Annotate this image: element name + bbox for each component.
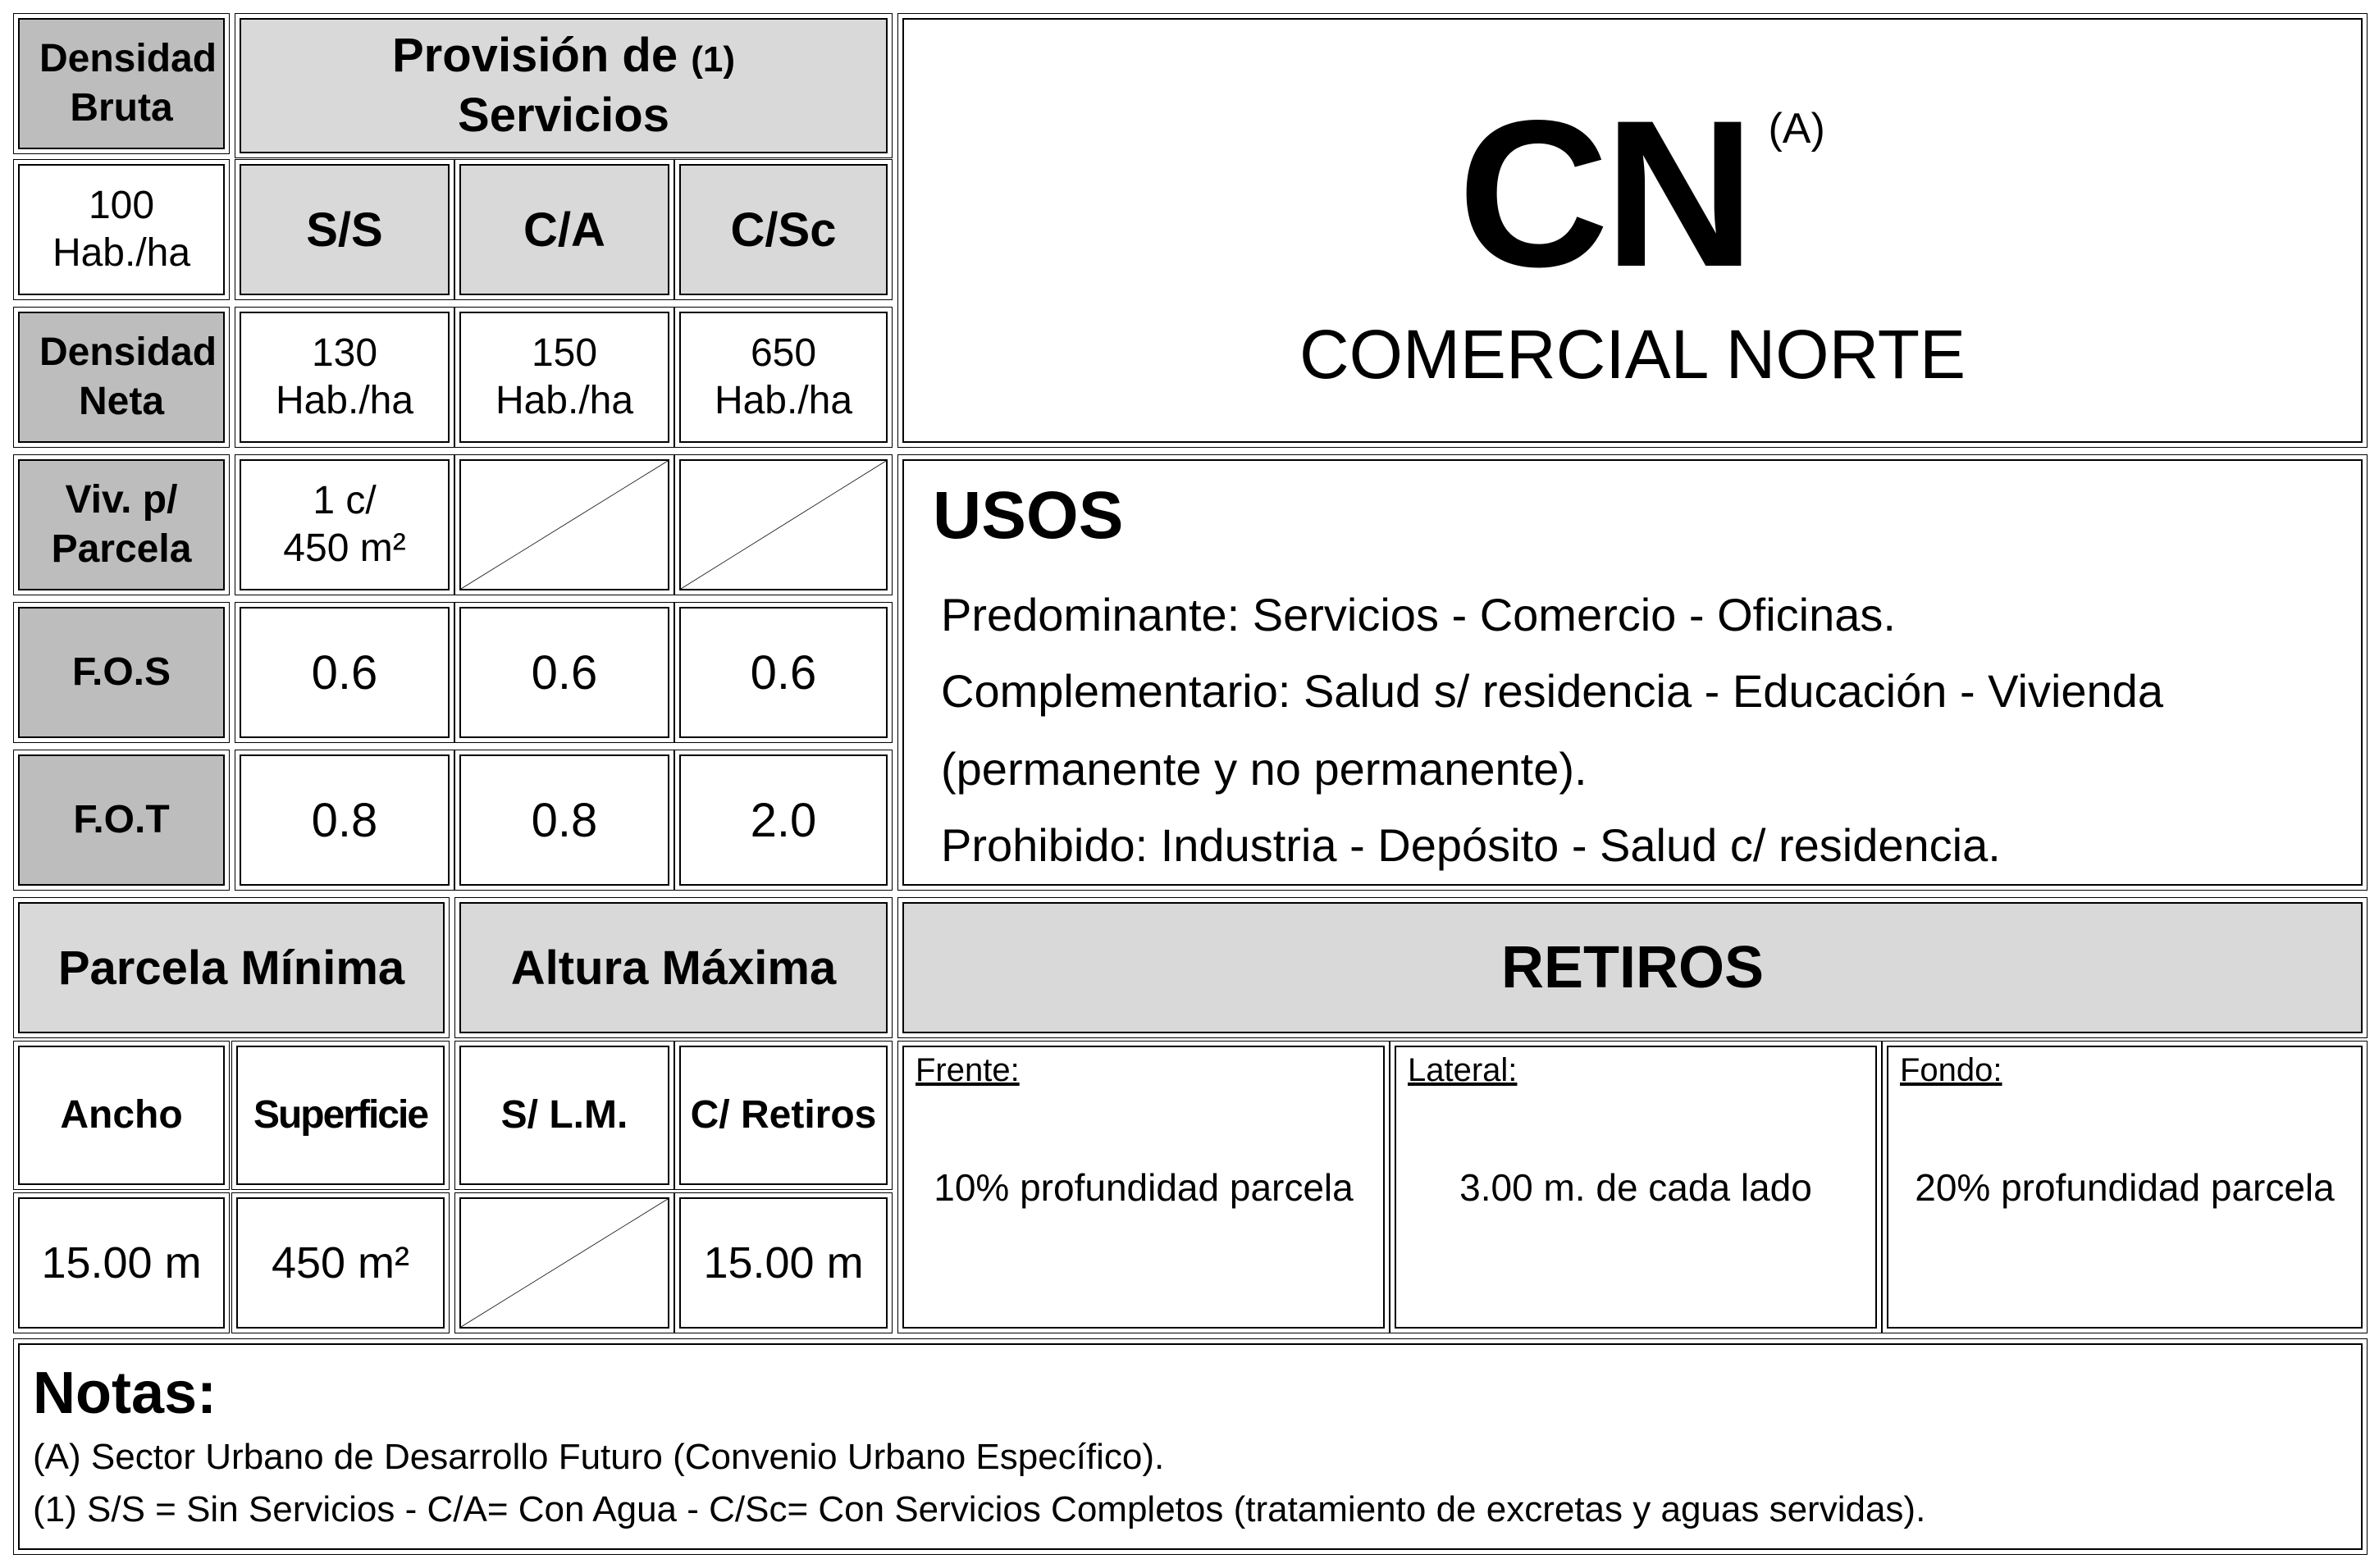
densidad-neta-value: 150 Hab./ha [495, 331, 634, 422]
diagonal-slash [461, 1199, 668, 1327]
densidad-bruta-value: 100 Hab./ha [52, 184, 191, 275]
superficie-value: 450 m² [271, 1238, 410, 1288]
fot-ss [240, 754, 450, 886]
usos-complementario: Complementario: Salud s/ residencia - Educación - Vivienda [941, 665, 2163, 717]
zone-title-panel [902, 18, 2363, 443]
ancho-value-cell [18, 1197, 225, 1329]
zone-code [904, 77, 2361, 311]
usos-complementario-cont: (permanente y no permanente). [941, 743, 1587, 795]
parcela-minima-title: Parcela Mínima [57, 941, 405, 995]
densidad-neta-ca [459, 312, 669, 443]
densidad-bruta-label: Densidad Bruta [39, 37, 217, 130]
retiros-title: RETIROS [1500, 935, 1765, 1001]
diagonal-slash [461, 461, 668, 589]
service-type-csc [679, 164, 888, 295]
altura-maxima-header [459, 902, 888, 1033]
ancho-value: 15.00 m [41, 1238, 202, 1288]
densidad-neta-csc [679, 312, 888, 443]
densidad-neta-label-cell [18, 312, 225, 443]
cretiros-label: C/ Retiros [690, 1093, 877, 1137]
fot-label-cell [18, 754, 225, 886]
retiro-frente [902, 1046, 1385, 1329]
altura-maxima-title: Altura Máxima [510, 941, 837, 995]
fos-value: 0.6 [531, 645, 598, 700]
fot-value: 0.8 [311, 793, 378, 847]
fot-label: F.O.T [73, 798, 170, 841]
service-type-label: C/Sc [730, 203, 837, 257]
service-type-ss [240, 164, 450, 295]
parcela-minima-header [18, 902, 445, 1033]
zone-code-text: CN [1458, 77, 1751, 311]
fot-value: 2.0 [750, 793, 817, 847]
densidad-neta-label: Densidad Neta [39, 330, 217, 423]
viv-parcela-value: 1 c/ 450 m² [283, 479, 406, 570]
viv-parcela-label-cell [18, 459, 225, 590]
provision-title-2: Servicios [458, 88, 669, 142]
viv-parcela-label: Viv. p/ Parcela [51, 478, 192, 571]
nota-a: (A) Sector Urbano de Desarrollo Futuro (Convenio Urbano Específico). [33, 1437, 1165, 1477]
retiro-fondo-label: Fondo: [1900, 1052, 2002, 1088]
provision-note: (1) [691, 39, 735, 80]
cretiros-label-cell [679, 1046, 888, 1185]
ancho-label-cell [18, 1046, 225, 1185]
retiro-fondo [1887, 1046, 2363, 1329]
viv-parcela-ca-empty [459, 459, 669, 590]
retiro-lateral [1395, 1046, 1877, 1329]
slm-value-empty [459, 1197, 669, 1329]
provision-title: Provisión de [392, 29, 678, 82]
fos-ca [459, 607, 669, 738]
notas-title: Notas: [33, 1361, 217, 1426]
slm-label: S/ L.M. [500, 1093, 628, 1137]
densidad-bruta-label-cell [18, 18, 225, 149]
nota-1: (1) S/S = Sin Servicios - C/A= Con Agua - C/Sc= Con Servicios Completos (tratamiento de excretas y aguas servidas). [33, 1489, 1926, 1529]
retiro-frente-value: 10% profundidad parcela [934, 1165, 1354, 1209]
usos-panel [902, 459, 2363, 886]
retiros-header [902, 902, 2363, 1033]
usos-prohibido: Prohibido: Industria - Depósito - Salud c/ residencia. [941, 819, 2001, 871]
service-type-ca [459, 164, 669, 295]
retiro-lateral-value: 3.00 m. de cada lado [1459, 1165, 1812, 1209]
diagonal-slash [681, 461, 886, 589]
provision-header [240, 18, 888, 153]
viv-parcela-csc-empty [679, 459, 888, 590]
superficie-label-cell [236, 1046, 445, 1185]
notas-panel [18, 1343, 2363, 1550]
slm-label-cell [459, 1046, 669, 1185]
densidad-neta-value: 650 Hab./ha [714, 331, 853, 422]
fos-csc [679, 607, 888, 738]
fot-value: 0.8 [531, 793, 598, 847]
cretiros-value-cell [679, 1197, 888, 1329]
fos-value: 0.6 [750, 645, 817, 700]
fot-csc [679, 754, 888, 886]
viv-parcela-ss [240, 459, 450, 590]
cretiros-value: 15.00 m [703, 1238, 864, 1288]
densidad-bruta-value-cell [18, 164, 225, 295]
fos-ss [240, 607, 450, 738]
retiro-fondo-value: 20% profundidad parcela [1915, 1165, 2335, 1209]
retiro-lateral-label: Lateral: [1408, 1052, 1518, 1088]
fos-label-cell [18, 607, 225, 738]
fos-label: F.O.S [71, 650, 171, 694]
densidad-neta-ss [240, 312, 450, 443]
superficie-value-cell [236, 1197, 445, 1329]
densidad-neta-value: 130 Hab./ha [275, 331, 414, 422]
service-type-label: S/S [306, 203, 383, 257]
fos-value: 0.6 [311, 645, 378, 700]
zone-code-note: (A) [1768, 105, 1825, 153]
retiro-frente-label: Frente: [916, 1052, 1020, 1088]
zone-name: COMERCIAL NORTE [1299, 316, 1966, 393]
usos-title: USOS [933, 478, 1124, 553]
superficie-label: Superficie [253, 1093, 428, 1137]
usos-predominante: Predominante: Servicios - Comercio - Oficinas. [941, 589, 1896, 640]
ancho-label: Ancho [60, 1093, 183, 1137]
service-type-label: C/A [523, 203, 605, 257]
fot-ca [459, 754, 669, 886]
